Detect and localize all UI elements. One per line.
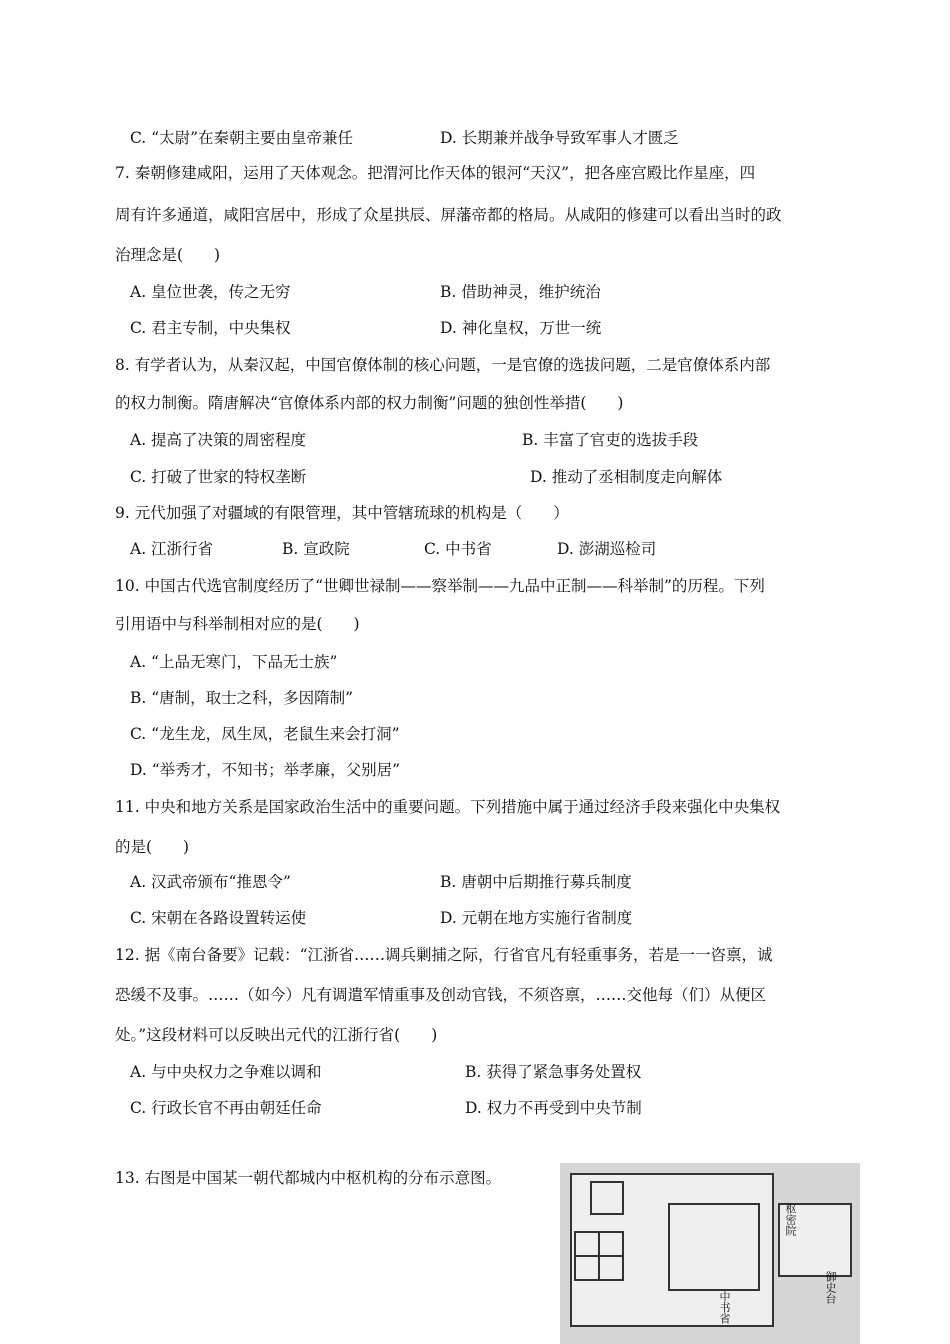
office-block [598, 1231, 624, 1257]
option-d: D. 长期兼并战争导致军事人才匮乏 [440, 129, 679, 147]
question-12-line-3: 处。”这段材料可以反映出元代的江浙行省( ) [115, 1026, 438, 1044]
question-10-line-1: 10. 中国古代选官制度经历了“世卿世禄制——察举制——九品中正制——科举制”的历程。下列 [115, 577, 765, 595]
option-b: B. 借助神灵，维护统治 [440, 283, 601, 301]
option-a: A. 皇位世袭，传之无穷 [130, 283, 291, 301]
question-13-line-1: 13. 右图是中国某一朝代都城内中枢机构的分布示意图。 [115, 1169, 502, 1187]
office-block [598, 1255, 624, 1281]
question-7-line-1: 7. 秦朝修建咸阳，运用了天体观念。把渭河比作天体的银河“天汉”，把各座宫殿比作星座，四 [115, 164, 756, 182]
office-block [574, 1255, 600, 1281]
option-d: D. 权力不再受到中央节制 [465, 1099, 642, 1117]
question-8-line-2: 的权力制衡。隋唐解决“官僚体系内部的权力制衡”问题的独创性举措( ) [115, 394, 624, 412]
option-a: A. 汉武帝颁布“推恩令” [130, 873, 291, 891]
option-c: C. 打破了世家的特权垄断 [130, 468, 307, 486]
question-7-line-2: 周有许多通道，咸阳宫居中，形成了众星拱辰、屏藩帝都的格局。从咸阳的修建可以看出当时的政 [115, 206, 782, 224]
label-shumiyuan: 枢密院 [784, 1203, 797, 1236]
option-b: B. “唐制，取士之科，多因隋制” [130, 689, 354, 707]
option-b: B. 获得了紧急事务处置权 [465, 1063, 642, 1081]
question-12-line-2: 恐缓不及事。……（如今）凡有调遣军情重事及创动官钱，不须咨禀，……交他每（们）从便区 [115, 986, 767, 1004]
question-11-line-2: 的是( ) [115, 838, 190, 856]
label-zhongshusheng: 中书省 [718, 1291, 731, 1324]
option-c: C. 中书省 [424, 540, 492, 558]
option-d: D. 推动了丞相制度走向解体 [530, 468, 723, 486]
option-d: D. “举秀才，不知书；举孝廉，父别居” [130, 761, 401, 779]
office-block [590, 1181, 624, 1215]
option-b: B. 宣政院 [282, 540, 350, 558]
option-c: C. 宋朝在各路设置转运使 [130, 909, 307, 927]
option-c: C. “太尉”在秦朝主要由皇帝兼任 [130, 129, 354, 147]
option-d: D. 元朝在地方实施行省制度 [440, 909, 633, 927]
question-10-line-2: 引用语中与科举制相对应的是( ) [115, 615, 360, 633]
option-a: A. 与中央权力之争难以调和 [130, 1063, 322, 1081]
office-block [574, 1231, 600, 1257]
option-d: D. 澎湖巡检司 [557, 540, 657, 558]
option-c: C. 行政长官不再由朝廷任命 [130, 1099, 322, 1117]
question-9-line-1: 9. 元代加强了对疆域的有限管理，其中管辖琉球的机构是（ ） [115, 504, 569, 522]
label-yushitai: 御史台 [824, 1271, 837, 1304]
question-11-line-1: 11. 中央和地方关系是国家政治生活中的重要问题。下列措施中属于通过经济手段来强化中央集权 [115, 798, 781, 816]
option-b: B. 唐朝中后期推行募兵制度 [440, 873, 632, 891]
palace-city [668, 1203, 760, 1291]
question-7-line-3: 治理念是( ) [115, 246, 221, 264]
option-c: C. “龙生龙，凤生凤，老鼠生来会打洞” [130, 725, 400, 743]
option-b: B. 丰富了官吏的选拔手段 [522, 431, 699, 449]
option-d: D. 神化皇权，万世一统 [440, 319, 602, 337]
option-a: A. 江浙行省 [130, 540, 214, 558]
question-8-line-1: 8. 有学者认为，从秦汉起，中国官僚体制的核心问题，一是官僚的选拔问题，二是官僚体系内部 [115, 356, 771, 374]
option-c: C. 君主专制，中央集权 [130, 319, 291, 337]
option-a: A. “上品无寒门，下品无士族” [130, 653, 338, 671]
capital-layout-diagram [560, 1163, 860, 1344]
question-12-line-1: 12. 据《南台备要》记载：“江浙省……调兵剿捕之际，行省官凡有轻重事务，若是一一咨禀，诚 [115, 946, 773, 964]
option-a: A. 提高了决策的周密程度 [130, 431, 307, 449]
